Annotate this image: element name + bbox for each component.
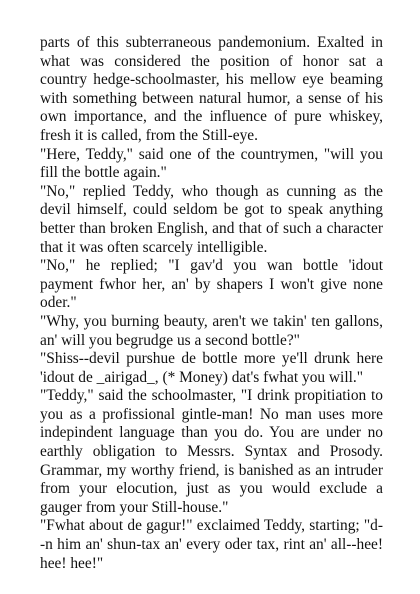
paragraph-1: parts of this subterraneous pandemonium. Exalted in what was considered the position of honor sat a country hedge-schoolmaster, his mellow eye beaming with something between natural humor, a sense of his own importance, and the influence of pure whiskey, fresh it is called, from the Still-eye. [40, 34, 383, 144]
paragraph-3: "No," replied Teddy, who though as cunning as the devil himself, could seldom be got to speak anything better than broken English, and that of such a character that it was often scarcely intelligible. [40, 182, 383, 256]
paragraph-6: "Shiss--devil purshue de bottle more ye'll drunk here 'idout de _airigad_, (* Money) dat's fwhat you will." [40, 350, 383, 386]
page-text [40, 34, 383, 573]
paragraph-5: "Why, you burning beauty, aren't we takin' ten gallons, an' will you begrudge us a second bottle?" [40, 312, 383, 349]
paragraph-4: "No," he replied; "I gav'd you wan bottle 'idout payment fwhor her, an' by shapers I won't give none oder." [40, 257, 383, 312]
paragraph-2: "Here, Teddy," said one of the countrymen, "will you fill the bottle again." [40, 145, 383, 182]
paragraph-8: "Fwhat about de gagur!" exclaimed Teddy, starting; "d--n him an' shun-tax an' every oder tax, rint an' all--hee! hee! hee!" [40, 517, 383, 572]
paragraph-7: "Teddy," said the schoolmaster, "I drink propitiation to you as a profissional gintle-man! No man uses more indepindent language than you do. You are under no earthly obligation to Messrs. Syntax and Prosody. Grammar, my worthy friend, is banished as an intruder from your elocution, just as you would exclude a gauger from your Still-house." [40, 387, 383, 516]
